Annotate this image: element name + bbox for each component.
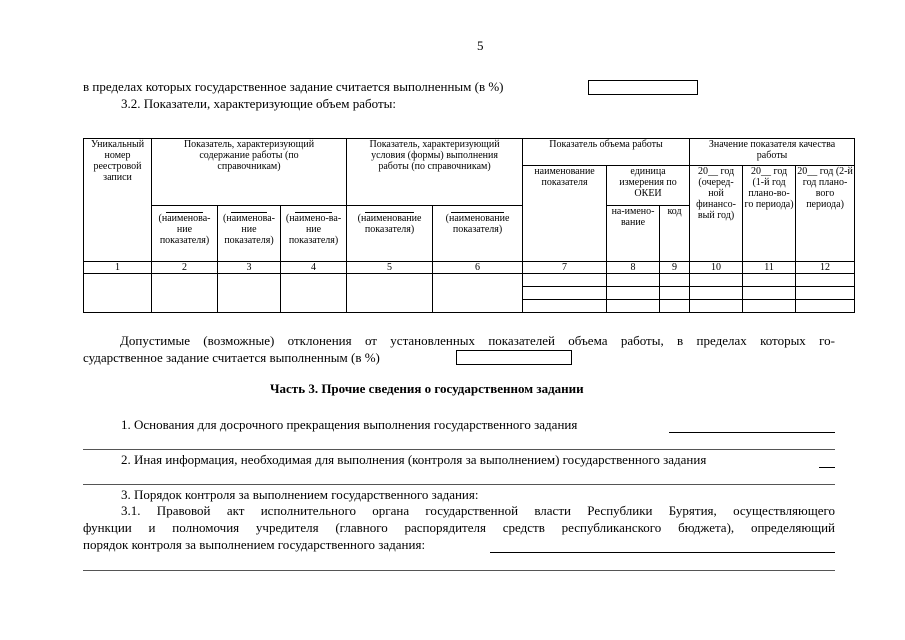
header-conditions-indicator: Показатель, характеризующий условия (формы) выполнения работы (по справочникам) xyxy=(347,139,523,206)
table-cell[interactable] xyxy=(433,274,523,313)
col-number: 4 xyxy=(281,262,347,274)
item1-fill-line[interactable] xyxy=(669,432,835,433)
table-cell[interactable] xyxy=(796,287,855,300)
subheader-content-1 xyxy=(152,206,218,262)
col-number: 1 xyxy=(84,262,152,274)
subheader-conditions-2 xyxy=(433,206,523,262)
item31-line-3: порядок контроля за выполнением государственного задания: xyxy=(83,537,426,552)
deviation-line-2: сударственное задание считается выполненным (в %) xyxy=(83,350,380,365)
subheader-conditions-2-label: (наименование показателя) xyxy=(445,213,510,235)
item3-text: 3. Порядок контроля за выполнением государственного задания: xyxy=(121,487,479,502)
header-year-first-plan: 20__ год (1-й год плано-во-го периода) xyxy=(743,166,796,262)
table-cell[interactable] xyxy=(347,274,433,313)
table-cell[interactable] xyxy=(660,287,690,300)
table-cell[interactable] xyxy=(660,300,690,313)
table-cell[interactable] xyxy=(607,287,660,300)
header-year-current: 20__ год (очеред-ной финансо-вый год) xyxy=(690,166,743,262)
top-line-text: в пределах которых государственное задание считается выполненным (в %) xyxy=(83,79,504,94)
table-cell[interactable] xyxy=(281,274,347,313)
header-quality-value: Значение показателя качества работы xyxy=(690,139,855,166)
table-cell[interactable] xyxy=(523,274,607,287)
subheader-content-3 xyxy=(281,206,347,262)
item31-line-1: 3.1. Правовой акт исполнительного органа государственной власти Республики Бурятия, осуществляющего xyxy=(121,503,835,518)
subheader-content-2-label: (наименова-ние показателя) xyxy=(223,213,275,246)
header-content-indicator: Показатель, характеризующий содержание работы (по справочникам) xyxy=(152,139,347,206)
header-unit-okei: единица измерения по ОКЕИ xyxy=(607,166,690,206)
header-year-second-plan: 20__ год (2-й год плано-вого периода) xyxy=(796,166,855,262)
item2-continuation-line[interactable] xyxy=(83,484,835,485)
item1-continuation-line[interactable] xyxy=(83,449,835,450)
table-cell[interactable] xyxy=(218,274,281,313)
table-cell[interactable] xyxy=(743,287,796,300)
col-number: 7 xyxy=(523,262,607,274)
table-cell[interactable] xyxy=(523,287,607,300)
item2-text: 2. Иная информация, необходимая для выполнения (контроля за выполнением) государственного задания xyxy=(121,452,707,467)
table-cell[interactable] xyxy=(607,274,660,287)
col-number: 5 xyxy=(347,262,433,274)
subheader-conditions-1-label: (наименование показателя) xyxy=(357,213,422,235)
table-cell[interactable] xyxy=(690,274,743,287)
table-cell[interactable] xyxy=(690,287,743,300)
percent-input-box-2[interactable] xyxy=(456,350,572,365)
table-cell[interactable] xyxy=(660,274,690,287)
table-cell[interactable] xyxy=(84,274,152,313)
col-number: 8 xyxy=(607,262,660,274)
header-unit-code: код xyxy=(660,206,690,262)
col-number: 9 xyxy=(660,262,690,274)
header-indicator-name: наименование показателя xyxy=(523,166,607,262)
volume-indicators-table xyxy=(83,138,855,313)
subheader-conditions-1 xyxy=(347,206,433,262)
col-number: 10 xyxy=(690,262,743,274)
deviation-line-1: Допустимые (возможные) отклонения от установленных показателей объема работы, в пределах которых го- xyxy=(120,333,835,348)
header-volume-indicator: Показатель объема работы xyxy=(523,139,690,166)
table-cell[interactable] xyxy=(152,274,218,313)
col-number: 2 xyxy=(152,262,218,274)
header-unit-name: на-имено-вание xyxy=(607,206,660,262)
subheader-content-3-label: (наимено-ва-ние показателя) xyxy=(285,213,342,246)
table-cell[interactable] xyxy=(607,300,660,313)
item31-line-2: функции и полномочия учредителя (главного распорядителя средств республиканского бюджета), определяющий xyxy=(83,520,835,535)
item2-fill-line[interactable] xyxy=(819,467,835,468)
item1-text: 1. Основания для досрочного прекращения выполнения государственного задания xyxy=(121,417,578,432)
header-unique-number: Уникальный номер реестровой записи xyxy=(84,139,152,262)
section-3-2-title: 3.2. Показатели, характеризующие объем работы: xyxy=(121,96,396,111)
col-number: 6 xyxy=(433,262,523,274)
page-number: 5 xyxy=(477,38,484,53)
part3-title: Часть 3. Прочие сведения о государственном задании xyxy=(270,381,584,396)
col-number: 11 xyxy=(743,262,796,274)
table-cell[interactable] xyxy=(796,300,855,313)
subheader-content-1-label: (наименова-ние показателя) xyxy=(158,213,211,246)
item31-fill-line[interactable] xyxy=(490,552,835,553)
table-cell[interactable] xyxy=(743,274,796,287)
col-number: 3 xyxy=(218,262,281,274)
subheader-content-2 xyxy=(218,206,281,262)
table-cell[interactable] xyxy=(523,300,607,313)
percent-input-box-1[interactable] xyxy=(588,80,698,95)
table-cell[interactable] xyxy=(743,300,796,313)
table-cell[interactable] xyxy=(690,300,743,313)
item31-continuation-line[interactable] xyxy=(83,570,835,571)
table-cell[interactable] xyxy=(796,274,855,287)
col-number: 12 xyxy=(796,262,855,274)
